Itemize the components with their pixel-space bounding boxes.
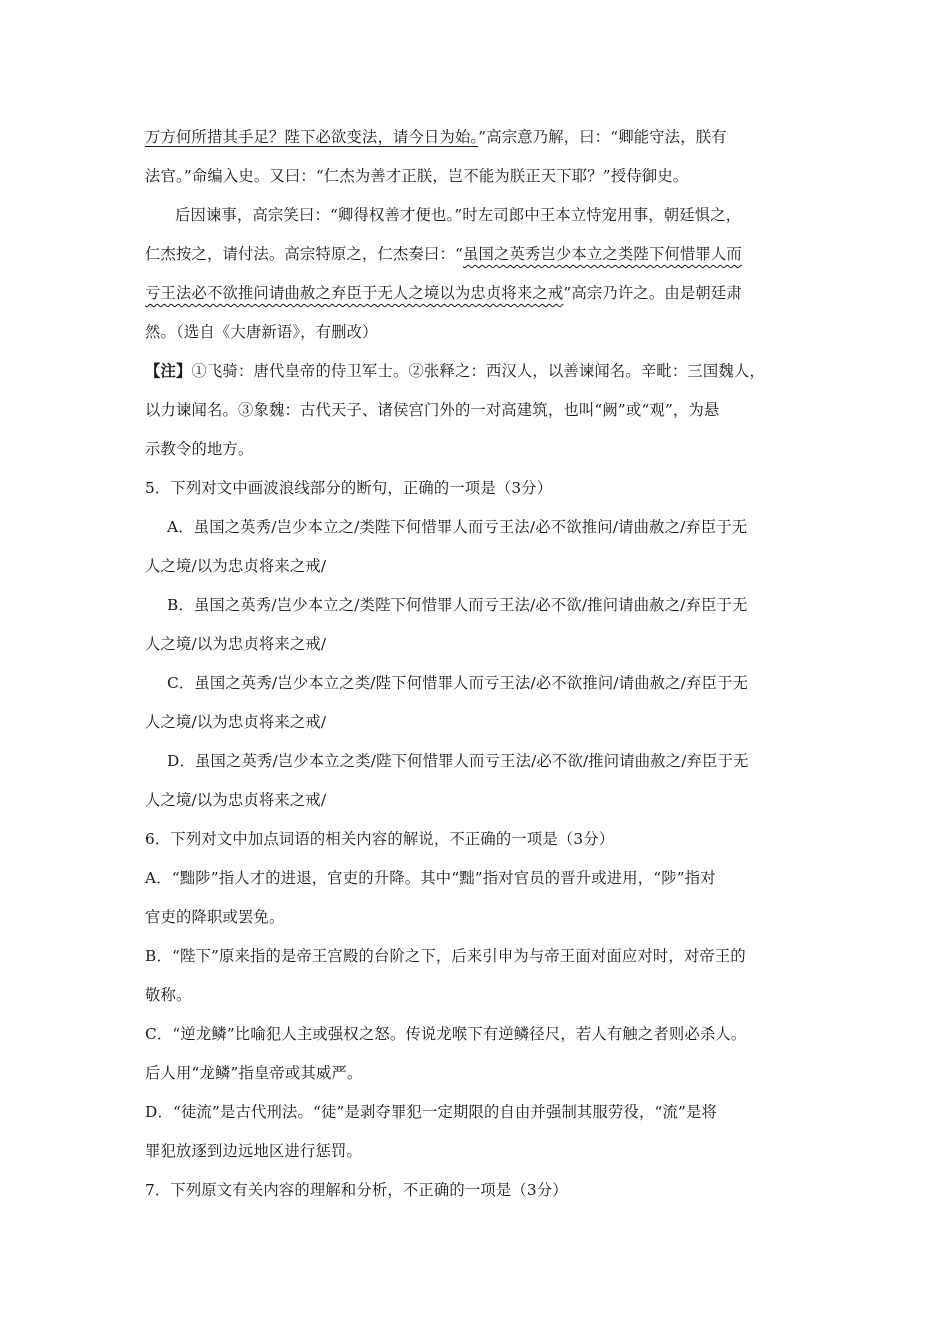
q6-option-d: D．“徒流”是古代刑法。“徒”是剥夺罪犯一定期限的自由并强制其服劳役，“流”是将 [145,1103,717,1121]
q6-option-c: C．“逆龙鳞”比喻犯人主或强权之怒。传说龙喉下有逆鳞径尺，若人有触之者则必杀人。 [145,1025,747,1043]
wavy-underlined-text: 虽国之英秀岂少本立之类陛下何惜罪人而 [462,245,742,263]
q6-option-b: B．“陛下”原来指的是帝王宫殿的台阶之下，后来引申为与帝王面对面应对时，对帝王的 [145,947,746,965]
q5-option-d-cont: 人之境/以为忠贞将来之戒/ [145,791,327,809]
q5-option-d: D．虽国之英秀/岂少本立之类/陛下何惜罪人而亏王法/必不欲/推问请曲赦之/弃臣于无 [167,752,749,770]
passage-text: ”高宗意乃解，曰：“卿能守法，朕有 [478,128,727,146]
passage-line [145,274,807,313]
underlined-sentence: 万方何所措其手足？陛下必欲变法，请今日为始。 [145,128,479,146]
passage-line: 后因谏事，高宗笑曰：“卿得权善才便也。”时左司郎中王本立恃宠用事，朝廷惧之， [175,206,742,224]
passage-text: ”高宗乃许之。由是朝廷肃 [563,284,742,302]
document-page [145,118,807,1210]
q5-option-a-cont: 人之境/以为忠贞将来之戒/ [145,557,327,575]
passage-line [145,235,807,274]
q6-option-b-cont: 敬称。 [145,986,192,1004]
passage-line: 然。（选自《大唐新语》，有删改） [145,323,378,341]
note-line [145,352,807,391]
note-label: 【注】 [145,362,192,380]
q6-option-a-cont: 官吏的降职或罢免。 [145,908,285,926]
q5-option-b: B．虽国之英秀/岂少本立之/类陛下何惜罪人而亏王法/必不欲/推问请曲赦之/弃臣于无 [167,596,748,614]
q6-option-c-cont: 后人用“龙鳞”指皇帝或其威严。 [145,1064,363,1082]
question-7-stem: 7．下列原文有关内容的理解和分析，不正确的一项是（3分） [145,1181,568,1199]
note-text: ①飞骑：唐代皇帝的侍卫军士。②张释之：西汉人，以善谏闻名。辛毗：三国魏人， [191,362,765,380]
q5-option-b-cont: 人之境/以为忠贞将来之戒/ [145,635,327,653]
note-line: 示教令的地方。 [145,440,254,458]
passage-text: 仁杰按之，请付法。高宗特原之，仁杰奏曰：“ [145,245,463,263]
q5-option-c: C．虽国之英秀/岂少本立之类/陛下何惜罪人而亏王法/必不欲推问/请曲赦之/弃臣于无 [167,674,749,692]
q6-option-a: A．“黜陟”指人才的进退，官吏的升降。其中“黜”指对官员的晋升或进用，“陟”指对 [145,869,716,887]
q5-option-a: A．虽国之英秀/岂少本立之/类陛下何惜罪人而亏王法/必不欲推问/请曲赦之/弃臣于无 [167,518,748,536]
passage-line: 法官。”命编入史。又曰：“仁杰为善才正朕，岂不能为朕正天下耶？”授侍御史。 [145,167,689,185]
question-6-stem: 6．下列对文中加点词语的相关内容的解说，不正确的一项是（3分） [145,830,615,848]
note-line: 以力谏闻名。③象魏：古代天子、诸侯宫门外的一对高建筑，也叫“阙”或“观”，为悬 [145,401,720,419]
passage-line [145,118,807,157]
question-5-stem: 5．下列对文中画波浪线部分的断句，正确的一项是（3分） [145,479,553,497]
q5-option-c-cont: 人之境/以为忠贞将来之戒/ [145,713,327,731]
wavy-underlined-text: 亏王法必不欲推问请曲赦之弃臣于无人之境以为忠贞将来之戒 [145,284,564,302]
q6-option-d-cont: 罪犯放逐到边远地区进行惩罚。 [145,1142,362,1160]
